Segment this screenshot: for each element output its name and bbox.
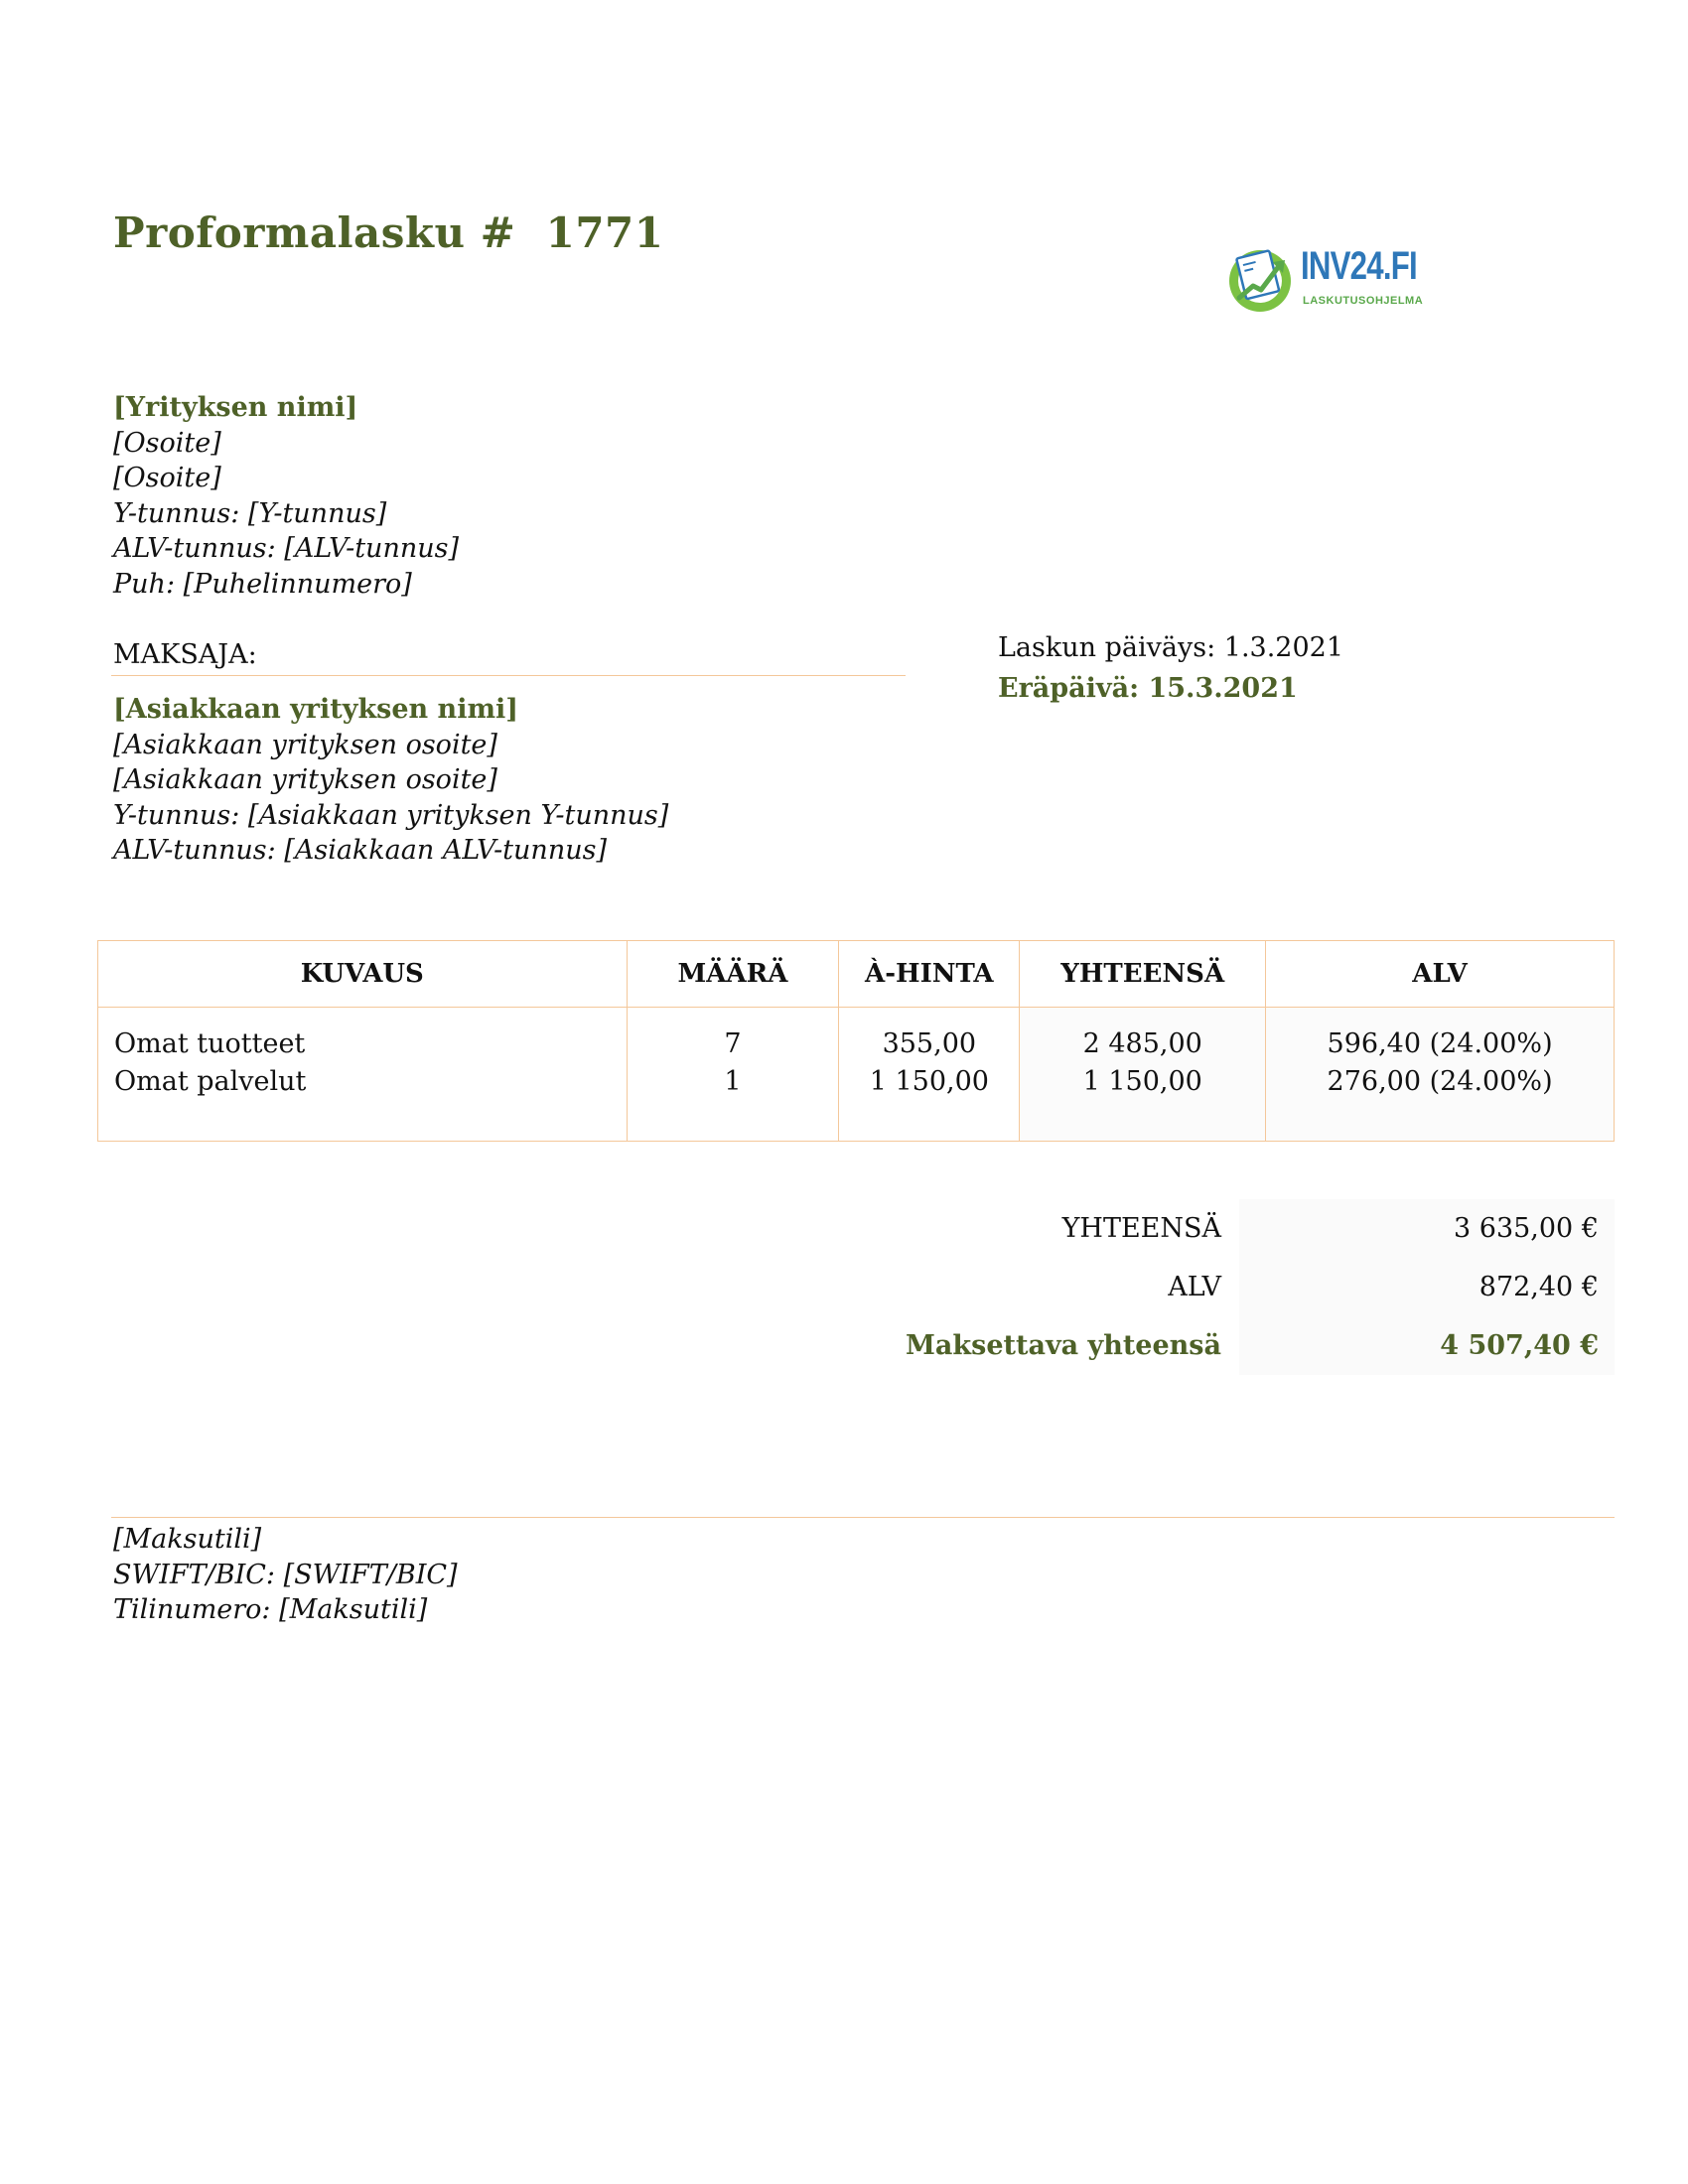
line-items-table [97, 940, 1615, 1142]
column-header-unit-price: À-HINTA [839, 941, 1020, 1008]
table-cell: 1 150,00 [1082, 1066, 1202, 1097]
grand-total-label: Maksettava yhteensä [906, 1330, 1221, 1361]
table-cell: 7 [724, 1028, 742, 1059]
seller-address-1: [Osoite] [113, 427, 221, 459]
table-cell: Omat palvelut [114, 1066, 307, 1097]
column-header-description: KUVAUS [98, 941, 628, 1008]
total-cell [1020, 1008, 1266, 1142]
seller-vat-id: ALV-tunnus: [ALV-tunnus] [113, 533, 460, 564]
client-business-id: Y-tunnus: [Asiakkaan yrityksen Y-tunnus] [113, 799, 669, 831]
footer-divider [111, 1517, 1615, 1518]
rising-arrow-document-icon [1223, 242, 1297, 316]
client-name: [Asiakkaan yrityksen nimi] [113, 694, 519, 725]
table-cell: 276,00 (24.00%) [1327, 1066, 1553, 1097]
unit-price-cell [839, 1008, 1020, 1142]
client-address-1: [Asiakkaan yrityksen osoite] [113, 729, 497, 760]
table-cell: Omat tuotteet [114, 1028, 306, 1059]
description-cell [98, 1008, 628, 1142]
payment-info [113, 1522, 458, 1628]
payment-account: [Maksutili] [113, 1524, 262, 1555]
payer-label: MAKSAJA: [113, 639, 257, 670]
column-header-total: YHTEENSÄ [1020, 941, 1266, 1008]
column-header-quantity: MÄÄRÄ [627, 941, 839, 1008]
table-body-row [98, 1008, 1615, 1142]
seller-phone: Puh: [Puhelinnumero] [113, 568, 412, 600]
invoice-title: Proformalasku # 1771 [113, 208, 664, 257]
vat-total-value: 872,40 € [1239, 1258, 1615, 1316]
logo-subtitle: LASKUTUSOHJELMA [1303, 295, 1424, 307]
brand-logo [1223, 240, 1442, 320]
grand-total-row [902, 1316, 1615, 1375]
vat-total-label: ALV [1168, 1272, 1221, 1302]
subtotal-value: 3 635,00 € [1239, 1199, 1615, 1258]
table-header-row [98, 941, 1615, 1008]
table-cell: 355,00 [882, 1028, 977, 1059]
vat-cell [1266, 1008, 1615, 1142]
subtotal-label: YHTEENSÄ [1061, 1213, 1221, 1244]
quantity-cell [627, 1008, 839, 1142]
invoice-date: Laskun päiväys: 1.3.2021 [998, 632, 1343, 663]
seller-info [113, 390, 459, 602]
client-vat-id: ALV-tunnus: [Asiakkaan ALV-tunnus] [113, 835, 607, 866]
vat-total-row [902, 1258, 1615, 1316]
invoice-dates [998, 627, 1343, 709]
client-info [113, 692, 668, 869]
payer-divider [111, 675, 906, 676]
column-header-vat: ALV [1266, 941, 1615, 1008]
table-cell: 596,40 (24.00%) [1327, 1028, 1553, 1059]
seller-name: [Yrityksen nimi] [113, 392, 358, 423]
table-cell: 2 485,00 [1082, 1028, 1202, 1059]
totals-summary [902, 1199, 1615, 1375]
client-address-2: [Asiakkaan yrityksen osoite] [113, 764, 497, 795]
table-cell: 1 [724, 1066, 742, 1097]
table-cell: 1 150,00 [869, 1066, 989, 1097]
logo-wordmark: INV24.FI [1301, 244, 1417, 288]
payment-account-number: Tilinumero: [Maksutili] [113, 1594, 428, 1625]
payment-swift: SWIFT/BIC: [SWIFT/BIC] [113, 1559, 458, 1590]
seller-address-2: [Osoite] [113, 463, 221, 493]
seller-business-id: Y-tunnus: [Y-tunnus] [113, 497, 387, 529]
grand-total-value: 4 507,40 € [1239, 1316, 1615, 1375]
subtotal-row [902, 1199, 1615, 1258]
due-date: Eräpäivä: 15.3.2021 [998, 673, 1298, 704]
